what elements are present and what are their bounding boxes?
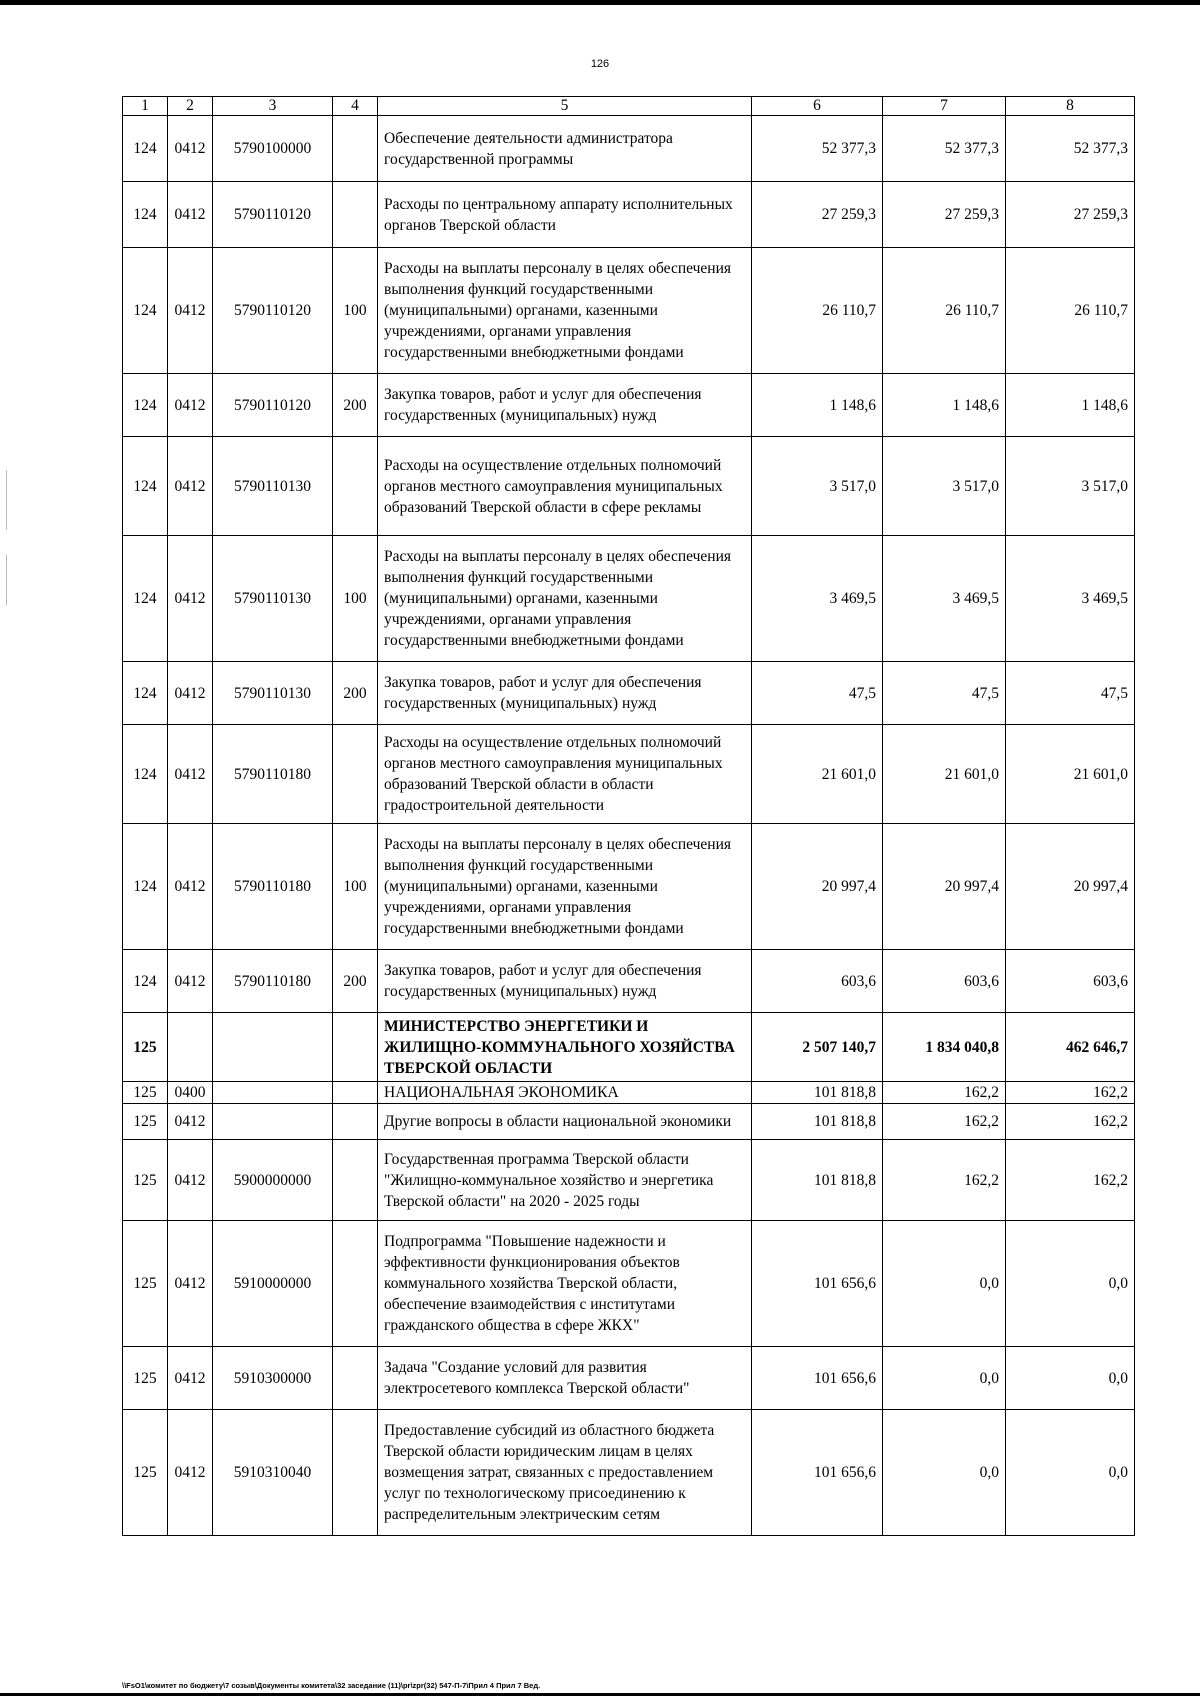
cell-value-col8: 462 646,7: [1006, 1013, 1135, 1082]
cell-col4: [333, 1104, 378, 1140]
cell-col2: [168, 1013, 213, 1082]
cell-description: Обеспечение деятельности администратора государственной программы: [378, 116, 752, 182]
table-row: [123, 536, 1135, 662]
cell-col2: 0412: [168, 725, 213, 824]
cell-col4: [333, 116, 378, 182]
cell-value-col7: 47,5: [883, 662, 1006, 725]
cell-description: НАЦИОНАЛЬНАЯ ЭКОНОМИКА: [378, 1082, 752, 1104]
scan-margin-mark: [6, 470, 7, 530]
cell-value-col6: 603,6: [752, 950, 883, 1013]
cell-col3: 5790110120: [213, 182, 333, 248]
table-row: [123, 1082, 1135, 1104]
table-row: [123, 824, 1135, 950]
table-row: [123, 725, 1135, 824]
table-row: [123, 116, 1135, 182]
cell-value-col7: 26 110,7: [883, 248, 1006, 374]
table-row: [123, 1221, 1135, 1347]
cell-value-col7: 162,2: [883, 1104, 1006, 1140]
cell-col2: 0412: [168, 1104, 213, 1140]
cell-col4: 100: [333, 536, 378, 662]
cell-col1: 125: [123, 1140, 168, 1221]
cell-col3: 5790100000: [213, 116, 333, 182]
cell-col2: 0412: [168, 116, 213, 182]
cell-description: Расходы на выплаты персоналу в целях обеспечения выполнения функций государственными (муниципальными) органами, казенными учреждениями, органами управления государственными внебюджетными фондами: [378, 248, 752, 374]
cell-col1: 125: [123, 1013, 168, 1082]
table-row: [123, 1013, 1135, 1082]
file-path-footer: \\FsO1\комитет по бюджету\7 созыв\Документы комитета\32 заседание (11)\pr\zpr(32) 547-П-7\Прил 4 Прил 7 Вед.: [122, 1681, 541, 1690]
cell-col2: 0412: [168, 374, 213, 437]
cell-value-col8: 3 469,5: [1006, 536, 1135, 662]
cell-col3: 5790110120: [213, 248, 333, 374]
cell-col1: 124: [123, 725, 168, 824]
cell-description: МИНИСТЕРСТВО ЭНЕРГЕТИКИ И ЖИЛИЩНО-КОММУНАЛЬНОГО ХОЗЯЙСТВА ТВЕРСКОЙ ОБЛАСТИ: [378, 1013, 752, 1082]
cell-col2: 0412: [168, 536, 213, 662]
cell-col1: 124: [123, 950, 168, 1013]
cell-col4: 200: [333, 950, 378, 1013]
cell-value-col8: 162,2: [1006, 1104, 1135, 1140]
cell-value-col7: 3 469,5: [883, 536, 1006, 662]
cell-col3: 5910310040: [213, 1410, 333, 1536]
cell-value-col7: 0,0: [883, 1410, 1006, 1536]
cell-description: Другие вопросы в области национальной экономики: [378, 1104, 752, 1140]
cell-value-col8: 0,0: [1006, 1410, 1135, 1536]
cell-col4: [333, 1410, 378, 1536]
cell-description: Расходы на осуществление отдельных полномочий органов местного самоуправления муниципальных образований Тверской области в области градостроительной деятельности: [378, 725, 752, 824]
cell-col4: [333, 725, 378, 824]
cell-value-col7: 52 377,3: [883, 116, 1006, 182]
table-row: [123, 374, 1135, 437]
cell-col4: [333, 1140, 378, 1221]
header-cell-7: 7: [883, 97, 1006, 116]
cell-value-col8: 21 601,0: [1006, 725, 1135, 824]
cell-value-col8: 0,0: [1006, 1347, 1135, 1410]
cell-value-col7: 603,6: [883, 950, 1006, 1013]
header-cell-3: 3: [213, 97, 333, 116]
cell-col2: 0412: [168, 950, 213, 1013]
cell-col3: 5790110180: [213, 950, 333, 1013]
cell-col3: 5910000000: [213, 1221, 333, 1347]
page-number: 126: [590, 58, 610, 70]
table-row: [123, 248, 1135, 374]
table-row: [123, 950, 1135, 1013]
budget-table: [122, 96, 1135, 1536]
cell-value-col7: 21 601,0: [883, 725, 1006, 824]
header-cell-6: 6: [752, 97, 883, 116]
cell-col3: 5790110130: [213, 437, 333, 536]
table-row: [123, 1140, 1135, 1221]
cell-col3: 5790110120: [213, 374, 333, 437]
cell-value-col8: 20 997,4: [1006, 824, 1135, 950]
cell-value-col8: 162,2: [1006, 1140, 1135, 1221]
cell-description: Закупка товаров, работ и услуг для обеспечения государственных (муниципальных) нужд: [378, 662, 752, 725]
cell-description: Расходы по центральному аппарату исполнительных органов Тверской области: [378, 182, 752, 248]
cell-col3: 5910300000: [213, 1347, 333, 1410]
cell-description: Закупка товаров, работ и услуг для обеспечения государственных (муниципальных) нужд: [378, 374, 752, 437]
cell-description: Расходы на выплаты персоналу в целях обеспечения выполнения функций государственными (муниципальными) органами, казенными учреждениями, органами управления государственными внебюджетными фондами: [378, 536, 752, 662]
table-row: [123, 1347, 1135, 1410]
cell-value-col6: 52 377,3: [752, 116, 883, 182]
cell-value-col6: 101 656,6: [752, 1221, 883, 1347]
cell-value-col8: 603,6: [1006, 950, 1135, 1013]
cell-value-col8: 3 517,0: [1006, 437, 1135, 536]
cell-col2: 0400: [168, 1082, 213, 1104]
header-cell-1: 1: [123, 97, 168, 116]
cell-col1: 124: [123, 824, 168, 950]
cell-description: Предоставление субсидий из областного бюджета Тверской области юридическим лицам в целях возмещения затрат, связанных с предоставлением услуг по технологическому присоединению к распределительным электрическим сетям: [378, 1410, 752, 1536]
cell-value-col8: 27 259,3: [1006, 182, 1135, 248]
cell-value-col6: 101 818,8: [752, 1140, 883, 1221]
cell-col3: 5900000000: [213, 1140, 333, 1221]
cell-value-col8: 52 377,3: [1006, 116, 1135, 182]
cell-value-col6: 21 601,0: [752, 725, 883, 824]
cell-col4: [333, 1347, 378, 1410]
cell-value-col6: 3 469,5: [752, 536, 883, 662]
header-cell-8: 8: [1006, 97, 1135, 116]
cell-col3: 5790110130: [213, 536, 333, 662]
cell-description: Расходы на выплаты персоналу в целях обеспечения выполнения функций государственными (муниципальными) органами, казенными учреждениями, органами управления государственными внебюджетными фондами: [378, 824, 752, 950]
cell-value-col6: 1 148,6: [752, 374, 883, 437]
cell-col3: [213, 1013, 333, 1082]
cell-description: Закупка товаров, работ и услуг для обеспечения государственных (муниципальных) нужд: [378, 950, 752, 1013]
cell-value-col6: 3 517,0: [752, 437, 883, 536]
top-border-rule: [0, 0, 1200, 5]
cell-col1: 124: [123, 374, 168, 437]
bottom-border-rule: [0, 1693, 1200, 1696]
cell-value-col7: 0,0: [883, 1347, 1006, 1410]
cell-col1: 125: [123, 1104, 168, 1140]
cell-col1: 124: [123, 248, 168, 374]
cell-col1: 124: [123, 437, 168, 536]
cell-col2: 0412: [168, 1347, 213, 1410]
cell-value-col8: 162,2: [1006, 1082, 1135, 1104]
table-row: [123, 1410, 1135, 1536]
cell-value-col7: 1 148,6: [883, 374, 1006, 437]
table-row: [123, 437, 1135, 536]
cell-col2: 0412: [168, 662, 213, 725]
cell-col4: 200: [333, 662, 378, 725]
table-body: [123, 116, 1135, 1536]
cell-col2: 0412: [168, 248, 213, 374]
cell-col2: 0412: [168, 1140, 213, 1221]
table-row: [123, 182, 1135, 248]
header-row: [123, 97, 1135, 116]
cell-col1: 124: [123, 116, 168, 182]
cell-value-col6: 47,5: [752, 662, 883, 725]
cell-col3: 5790110180: [213, 725, 333, 824]
cell-value-col6: 27 259,3: [752, 182, 883, 248]
cell-col1: 125: [123, 1221, 168, 1347]
cell-col2: 0412: [168, 1410, 213, 1536]
cell-col1: 125: [123, 1410, 168, 1536]
cell-description: Подпрограмма "Повышение надежности и эффективности функционирования объектов коммунального хозяйства Тверской области, обеспечение взаимодействия с институтами гражданского общества в сфере ЖКХ": [378, 1221, 752, 1347]
cell-col4: 200: [333, 374, 378, 437]
cell-col4: [333, 437, 378, 536]
cell-value-col7: 3 517,0: [883, 437, 1006, 536]
cell-col1: 125: [123, 1347, 168, 1410]
cell-value-col7: 0,0: [883, 1221, 1006, 1347]
cell-col3: [213, 1082, 333, 1104]
cell-value-col7: 20 997,4: [883, 824, 1006, 950]
cell-col4: [333, 1013, 378, 1082]
cell-col3: 5790110130: [213, 662, 333, 725]
cell-col3: 5790110180: [213, 824, 333, 950]
cell-value-col8: 26 110,7: [1006, 248, 1135, 374]
cell-value-col7: 1 834 040,8: [883, 1013, 1006, 1082]
cell-col1: 124: [123, 536, 168, 662]
cell-value-col8: 1 148,6: [1006, 374, 1135, 437]
cell-value-col6: 2 507 140,7: [752, 1013, 883, 1082]
header-cell-2: 2: [168, 97, 213, 116]
cell-value-col6: 20 997,4: [752, 824, 883, 950]
cell-col4: 100: [333, 248, 378, 374]
header-cell-5: 5: [378, 97, 752, 116]
cell-value-col8: 47,5: [1006, 662, 1135, 725]
cell-value-col6: 101 818,8: [752, 1104, 883, 1140]
cell-value-col6: 101 656,6: [752, 1410, 883, 1536]
cell-col2: 0412: [168, 182, 213, 248]
cell-description: Задача "Создание условий для развития электросетевого комплекса Тверской области": [378, 1347, 752, 1410]
cell-col4: 100: [333, 824, 378, 950]
table-row: [123, 662, 1135, 725]
cell-col2: 0412: [168, 1221, 213, 1347]
scan-margin-mark: [6, 555, 7, 605]
cell-col1: 125: [123, 1082, 168, 1104]
cell-value-col8: 0,0: [1006, 1221, 1135, 1347]
cell-value-col7: 162,2: [883, 1082, 1006, 1104]
cell-col4: [333, 182, 378, 248]
cell-col2: 0412: [168, 437, 213, 536]
cell-col4: [333, 1082, 378, 1104]
cell-col3: [213, 1104, 333, 1140]
cell-value-col6: 26 110,7: [752, 248, 883, 374]
cell-col1: 124: [123, 662, 168, 725]
cell-value-col7: 27 259,3: [883, 182, 1006, 248]
cell-col2: 0412: [168, 824, 213, 950]
cell-description: Государственная программа Тверской области "Жилищно-коммунальное хозяйство и энергетика Тверской области" на 2020 - 2025 годы: [378, 1140, 752, 1221]
cell-col1: 124: [123, 182, 168, 248]
cell-col4: [333, 1221, 378, 1347]
cell-value-col6: 101 656,6: [752, 1347, 883, 1410]
cell-value-col6: 101 818,8: [752, 1082, 883, 1104]
cell-value-col7: 162,2: [883, 1140, 1006, 1221]
cell-description: Расходы на осуществление отдельных полномочий органов местного самоуправления муниципальных образований Тверской области в сфере рекламы: [378, 437, 752, 536]
table-row: [123, 1104, 1135, 1140]
header-cell-4: 4: [333, 97, 378, 116]
